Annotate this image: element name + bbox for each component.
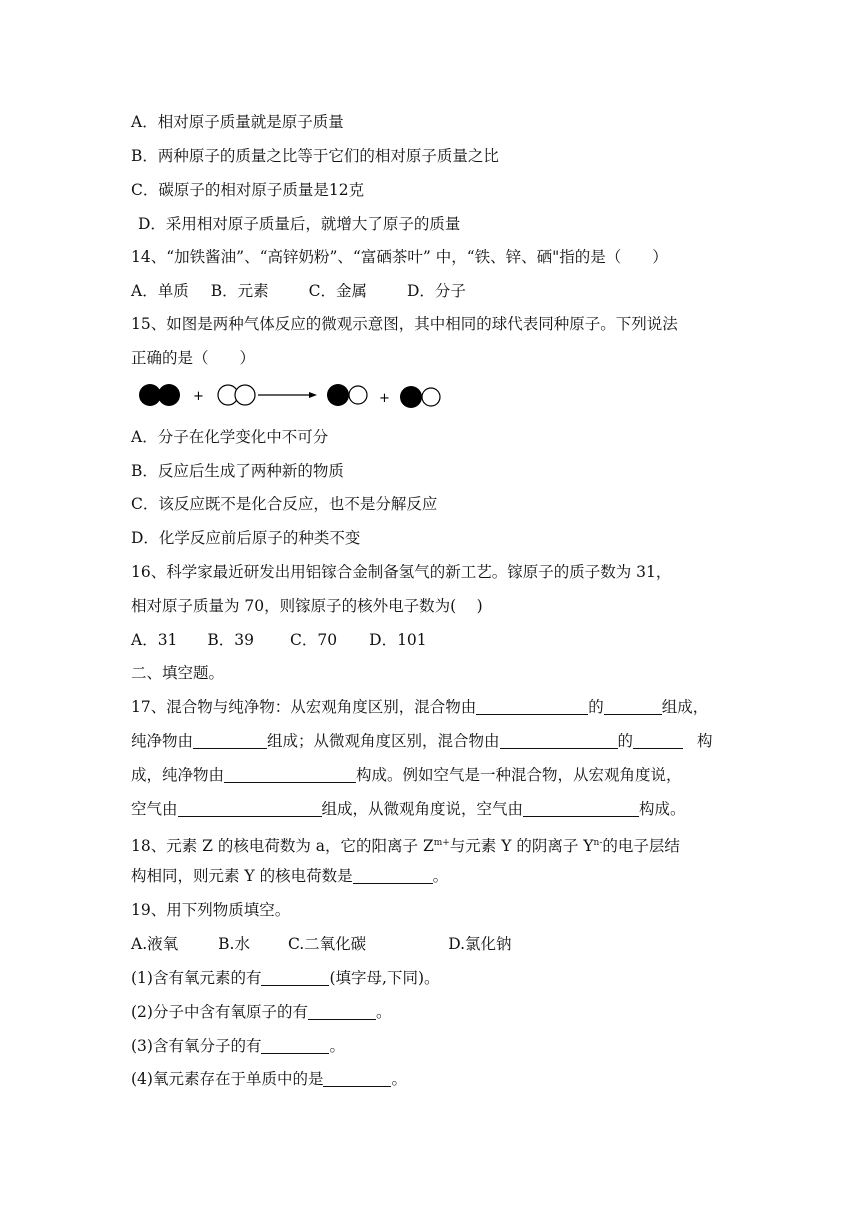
blank [353,867,433,884]
reactant-molecule-2 [218,385,255,405]
blank [261,969,329,986]
q16-option-c: C．70 [290,631,338,649]
q19-stem: 19、用下列物质填空。 [131,901,291,919]
q13-option-d: D．采用相对原子质量后，就增大了原子的质量 [138,215,461,233]
q17-text: 组成， [661,698,709,716]
q17-text: 组成；从微观角度区别，混合物由 [267,732,500,750]
q13-option-a: A．相对原子质量就是原子质量 [131,113,344,131]
q19-option-d: D.氯化钠 [448,935,512,953]
q19-text: 。 [375,1003,392,1021]
q19-sub1 [131,968,440,988]
blank [224,766,356,783]
q15-stem-line1: 15、如图是两种气体反应的微观示意图，其中相同的球代表同种原子。下列说法 [131,315,678,333]
q19-text: (2)分子中含有氧原子的有 [131,1003,308,1021]
q13-option-c: C．碳原子的相对原子质量是12克 [131,181,365,199]
q17-text: 的 [588,698,604,716]
q14-option-b: B．元素 [210,282,269,300]
q17-text: 的 [617,732,634,750]
blank [604,698,662,715]
q15-option-b: B．反应后生成了两种新的物质 [131,462,344,480]
q18-text: 与元素 Y 的阴离子 Y [449,837,594,855]
q15-option-a: A．分子在化学变化中不可分 [131,428,329,446]
section-title: 二、填空题。 [131,664,225,682]
q19-text: (填字母,下同)。 [329,969,440,987]
q17-text: 空气由 [131,800,178,818]
q17-line3 [131,765,682,785]
q19-text: (3)含有氧分子的有 [131,1037,262,1055]
q15-option-d: D．化学反应前后原子的种类不变 [131,529,361,547]
q19-sub3 [131,1036,345,1056]
q18-line2 [131,866,448,886]
q16-option-b: B．39 [207,631,255,649]
q16-stem-line1: 16、科学家最近研发出用铝镓合金制备氢气的新工艺。镓原子的质子数为 31， [131,563,672,581]
blank [193,732,267,749]
q19-option-b: B.水 [218,935,250,953]
q15-option-c: C．该反应既不是化合反应，也不是分解反应 [131,495,438,513]
q18-text: 。 [432,867,449,885]
blank [500,732,618,749]
q14-options [131,281,466,301]
q19-option-c: C.二氧化碳 [287,935,367,953]
q18-text: 的电子层结 [602,837,680,855]
blank [178,800,322,817]
q17-text: 构成。 [639,800,686,818]
blank [261,1037,329,1054]
q17-line2 [131,731,713,751]
blank [523,800,639,817]
q15-stem-line2: 正确的是（ ） [131,349,256,367]
q14-option-a: A．单质 [131,282,189,300]
q18-line1 [131,833,680,856]
q17-text: 成，纯净物由 [131,766,225,784]
q18-superscript-m: m+ [433,838,450,848]
plus-sign-2: + [379,391,390,406]
q19-sub4 [131,1069,407,1089]
q14-option-d: D．分子 [406,282,466,300]
q17-text: 构成。例如空气是一种混合物，从宏观角度说， [356,766,682,784]
q17-text: 组成，从微观角度说，空气由 [321,800,524,818]
reaction-arrow [258,392,317,398]
q17-text: 构 [697,732,713,750]
q17-line1 [131,697,708,717]
blank [476,698,588,715]
q17-text: 纯净物由 [131,732,194,750]
reaction-diagram [131,378,451,414]
q19-text: (1)含有氧元素的有 [131,969,262,987]
reactant-molecule-1 [139,384,180,406]
product-molecule-1 [327,384,367,406]
blank [323,1070,391,1087]
blank [308,1003,376,1020]
plus-sign-1: + [193,389,204,404]
product-molecule-2 [400,386,440,408]
q17-line4 [131,799,686,819]
q19-text: 。 [329,1037,345,1055]
q19-options [131,934,512,954]
q13-option-b: B．两种原子的质量之比等于它们的相对原子质量之比 [131,147,499,165]
q16-option-d: D．101 [369,631,427,649]
q16-stem-line2: 相对原子质量为 70，则镓原子的核外电子数为( ) [131,597,483,615]
q16-option-a: A．31 [131,631,178,649]
q19-text: (4)氧元素存在于单质中的是 [131,1070,324,1088]
q16-options [131,630,427,650]
q18-superscript-n: n- [593,838,603,848]
q19-text: 。 [391,1070,407,1088]
q18-text: 18、元素 Z 的核电荷数为 a，它的阳离子 Z [131,837,434,855]
blank [633,732,683,749]
q19-sub2 [131,1002,391,1022]
q14-option-c: C．金属 [308,282,367,300]
q18-text: 构相同，则元素 Y 的核电荷数是 [131,867,353,885]
q17-text: 17、混合物与纯净物：从宏观角度区别，混合物由 [131,698,477,716]
q14-stem: 14、“加铁酱油”、“高锌奶粉”、“富硒茶叶” 中，“铁、锌、硒"指的是（ ） [131,248,668,266]
q19-option-a: A.液氧 [131,935,179,953]
